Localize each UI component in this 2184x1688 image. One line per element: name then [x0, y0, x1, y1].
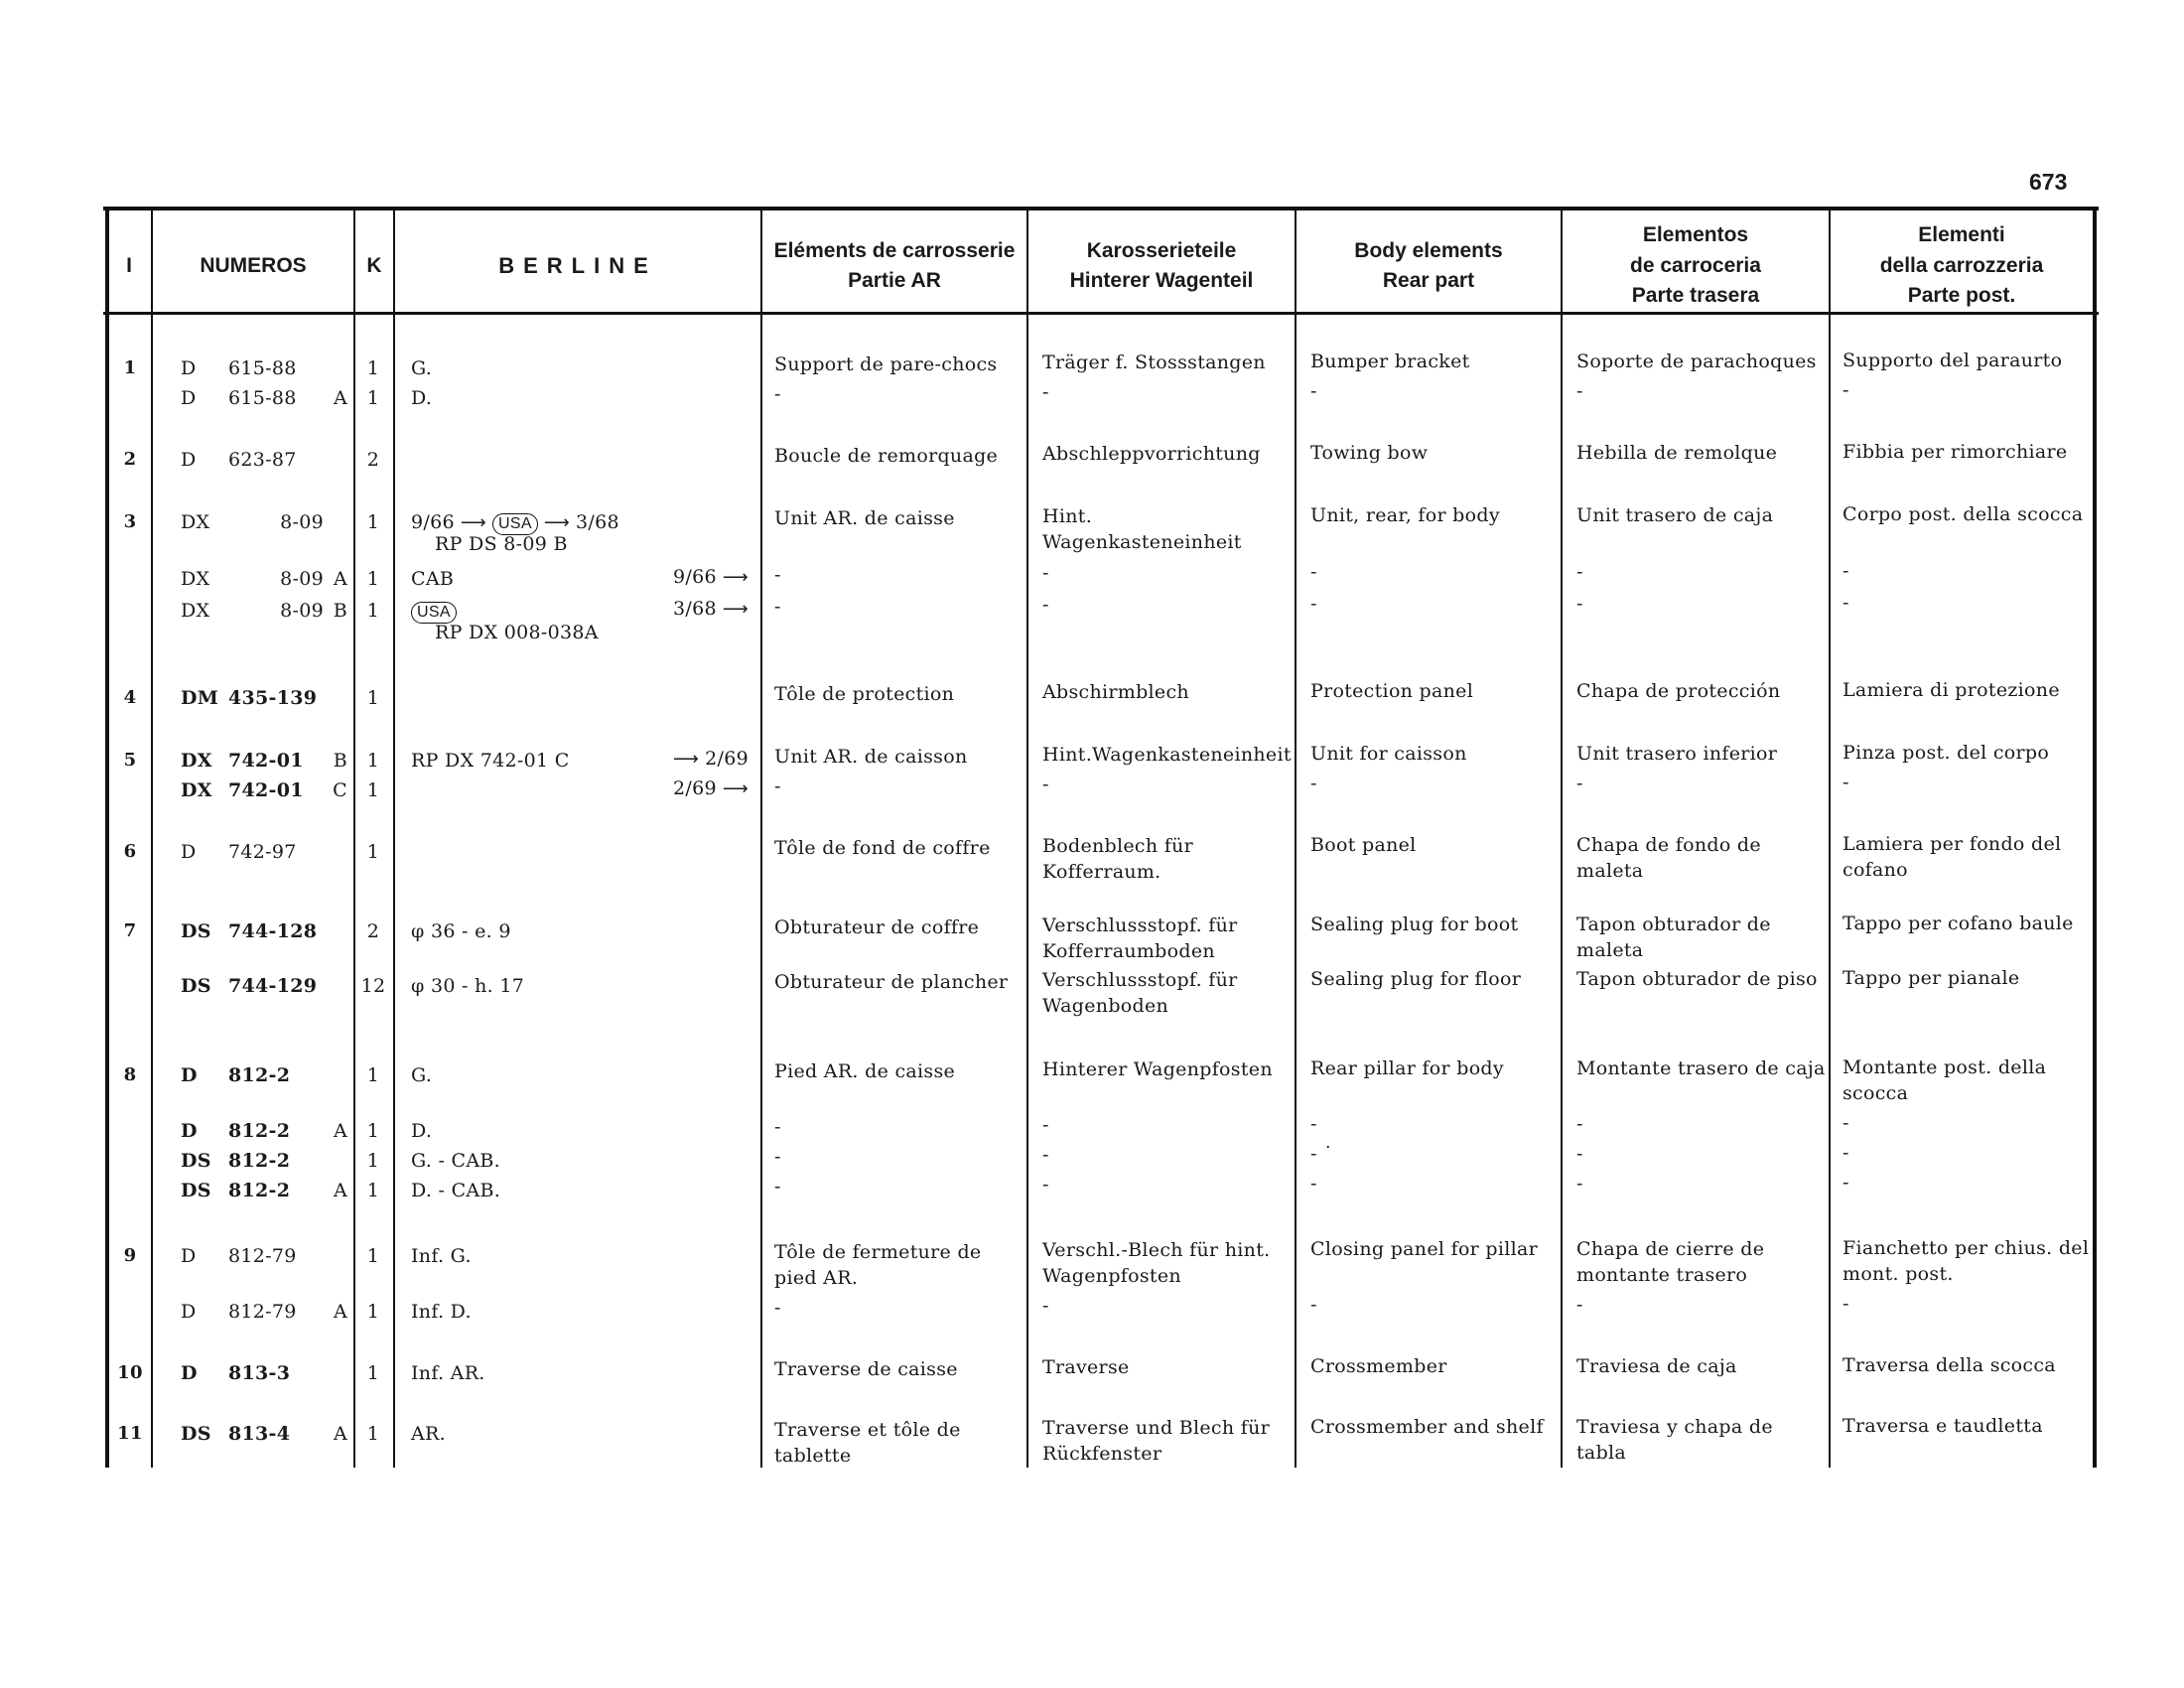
description-es: Chapa de cierre de montante trasero [1576, 1238, 1765, 1286]
description-de: - [1042, 1174, 1049, 1196]
berline-spec [411, 918, 758, 944]
part-number: 742-01 [228, 750, 304, 772]
description-es: Chapa de fondo de maleta [1576, 834, 1761, 882]
description-fr: Obturateur de plancher [774, 971, 1009, 993]
description-es: Soporte de parachoques [1576, 351, 1817, 372]
table-left-rule [105, 207, 109, 1468]
description-es: Unit trasero de caja [1576, 504, 1774, 526]
berline-text: G. - CAB. [411, 1150, 500, 1172]
quantity: 1 [366, 1301, 380, 1323]
replacement-ref: RP DX 008-038A [435, 622, 599, 643]
header-english: Body elements Rear part [1354, 238, 1503, 292]
description-fr: Obturateur de coffre [774, 916, 980, 938]
quantity: 1 [366, 750, 380, 772]
berline-text: RP DX 742-01 C [411, 750, 570, 772]
part-prefix: DX [181, 568, 210, 590]
part-suffix: A [333, 387, 347, 409]
description-de: Bodenblech für Kofferraum. [1042, 835, 1193, 883]
part-number: 615-88 [228, 357, 297, 379]
description-it: Corpo post. della scocca [1843, 503, 2084, 525]
part-prefix: D [181, 1064, 198, 1086]
quantity: 1 [366, 568, 380, 590]
berline-spec [411, 1360, 758, 1386]
group-number: 8 [123, 1064, 137, 1085]
arrow-icon: ⟶ [672, 749, 706, 770]
quantity: 1 [366, 1150, 380, 1172]
header-german: Karosserieteile Hinterer Wagenteil [1069, 238, 1254, 292]
berline-spec [411, 1299, 758, 1325]
description-en: Unit for caisson [1310, 743, 1467, 765]
description-it: - [1843, 772, 1849, 793]
date-text: 3/68 [672, 598, 717, 620]
description-de: Hint.Wagenkasteneinheit [1042, 744, 1292, 766]
description-it: Pinza post. del corpo [1843, 742, 2050, 764]
description-de: Verschlussstopf. für Wagenboden [1042, 969, 1238, 1017]
part-number: 812-2 [228, 1120, 291, 1142]
part-number: 813-4 [228, 1423, 291, 1445]
berline-spec [411, 973, 758, 999]
description-fr: Tôle de protection [774, 683, 955, 705]
part-prefix: DX [181, 779, 212, 801]
description-de: Traverse [1042, 1356, 1130, 1378]
quantity: 2 [366, 920, 380, 942]
berline-spec [411, 1062, 758, 1088]
part-prefix: D [181, 1301, 197, 1323]
description-de: Abschirmblech [1042, 681, 1189, 703]
description-fr: - [774, 1297, 781, 1319]
description-fr: - [774, 1146, 781, 1168]
part-prefix: DX [181, 750, 212, 772]
description-fr: Boucle de remorquage [774, 445, 999, 467]
description-de: - [1042, 381, 1049, 403]
description-es: - [1576, 380, 1583, 402]
group-number: 3 [123, 511, 137, 532]
description-de: - [1042, 594, 1049, 616]
description-es: Chapa de protección [1576, 680, 1781, 702]
quantity: 1 [366, 779, 380, 801]
berline-text: D. [411, 387, 433, 409]
berline-text: φ 36 - e. 9 [411, 920, 511, 942]
part-suffix: A [333, 1120, 347, 1142]
date-arrow [600, 596, 749, 623]
description-en: - [1310, 561, 1317, 583]
berline-text: D. [411, 1120, 433, 1142]
description-fr: - [774, 1176, 781, 1197]
arrow-icon: ⟶ [537, 512, 576, 533]
berline-text: Inf. G. [411, 1245, 472, 1267]
description-it: - [1843, 1293, 1849, 1315]
description-fr: - [774, 564, 781, 586]
part-number: 8-09 [280, 568, 324, 590]
part-number: 742-97 [228, 841, 297, 863]
quantity: 1 [366, 1423, 380, 1445]
arrow-icon: ⟶ [716, 599, 749, 620]
description-fr: Pied AR. de caisse [774, 1060, 956, 1082]
description-es: Unit trasero inferior [1576, 743, 1778, 765]
date-text: 9/66 [672, 566, 717, 588]
part-number: 615-88 [228, 387, 297, 409]
usa-badge: USA [411, 602, 457, 624]
part-prefix: D [181, 387, 197, 409]
column-rule [1026, 207, 1028, 1468]
group-number: 6 [123, 841, 137, 862]
description-it: - [1843, 1172, 1849, 1194]
part-prefix: DX [181, 511, 210, 533]
part-number: 812-2 [228, 1150, 291, 1172]
description-es: - [1576, 593, 1583, 615]
description-it: - [1843, 1112, 1849, 1134]
description-fr: Tôle de fermeture de pied AR. [774, 1241, 982, 1289]
replacement-ref: RP DS 8-09 B [435, 533, 568, 555]
arrow-icon: ⟶ [716, 567, 749, 588]
quantity: 1 [366, 1245, 380, 1267]
part-suffix: C [333, 779, 347, 801]
description-de: Verschl.-Blech für hint. Wagenpfosten [1042, 1239, 1271, 1287]
description-es: - [1576, 1294, 1583, 1316]
date-from: 9/66 [411, 511, 455, 533]
group-number: 7 [123, 920, 137, 941]
part-number: 435-139 [228, 687, 318, 709]
berline-text: AR. [411, 1423, 446, 1445]
part-prefix: DM [181, 687, 219, 709]
group-number: 10 [117, 1362, 143, 1383]
berline-spec [411, 355, 758, 381]
description-it: - [1843, 560, 1849, 582]
description-en: Sealing plug for boot [1310, 914, 1519, 935]
header-italian: Elementi della carrozzeria Parte post. [1879, 223, 2044, 308]
quantity: 1 [366, 511, 380, 533]
part-prefix: DS [181, 975, 211, 997]
description-fr: Traverse et tôle de tablette [774, 1419, 961, 1467]
description-fr: - [774, 596, 781, 618]
column-rule [1295, 207, 1297, 1468]
description-en: - [1310, 1173, 1317, 1195]
group-number: 4 [123, 687, 137, 708]
header-numeros: NUMEROS [200, 253, 307, 277]
description-it: Lamiera di protezione [1843, 679, 2060, 701]
description-fr: Support de pare-chocs [774, 353, 998, 375]
part-prefix: DS [181, 1180, 211, 1201]
description-fr: Tôle de fond de coffre [774, 837, 991, 859]
description-es: Traviesa de caja [1576, 1355, 1737, 1377]
description-en: Sealing plug for floor [1310, 968, 1522, 990]
part-prefix: DS [181, 1423, 211, 1445]
description-de: - [1042, 1295, 1049, 1317]
description-en: - [1310, 593, 1317, 615]
arrow-icon: ⟶ [716, 778, 749, 799]
header-index: I [126, 253, 132, 277]
berline-text: G. [411, 357, 433, 379]
description-it: Lamiera per fondo del cofano [1843, 833, 2062, 881]
description-es: Tapon obturador de maleta [1576, 914, 1771, 961]
part-number: 744-129 [228, 975, 318, 997]
description-es: Tapon obturador de piso [1576, 968, 1818, 990]
description-es: - [1576, 1143, 1583, 1165]
description-de: Hint. Wagenkasteneinheit [1042, 505, 1242, 553]
description-es: Hebilla de remolque [1576, 442, 1778, 464]
berline-spec [411, 1421, 758, 1447]
quantity: 1 [366, 1120, 380, 1142]
part-number: 813-3 [228, 1362, 291, 1384]
part-prefix: D [181, 841, 197, 863]
part-prefix: D [181, 357, 197, 379]
quantity: 1 [366, 387, 380, 409]
description-en: Rear pillar for body [1310, 1057, 1504, 1079]
description-en: - [1310, 1294, 1317, 1316]
quantity: 1 [366, 1064, 380, 1086]
berline-text: D. - CAB. [411, 1180, 501, 1201]
quantity: 1 [366, 1180, 380, 1201]
description-de: - [1042, 1114, 1049, 1136]
description-de: - [1042, 1144, 1049, 1166]
description-fr: Traverse de caisse [774, 1358, 958, 1380]
page-number: 673 [2029, 169, 2068, 195]
description-fr: Unit AR. de caisson [774, 746, 968, 768]
part-number: 744-128 [228, 920, 318, 942]
description-en: Crossmember [1310, 1355, 1447, 1377]
berline-text: G. [411, 1064, 433, 1086]
column-rule [760, 207, 762, 1468]
quantity: 1 [366, 357, 380, 379]
description-it: - [1843, 1142, 1849, 1164]
description-it: - [1843, 379, 1849, 401]
part-suffix: A [333, 568, 347, 590]
description-fr: - [774, 383, 781, 405]
part-prefix: D [181, 1120, 198, 1142]
description-en: Crossmember and shelf [1310, 1416, 1544, 1438]
description-en: Protection panel [1310, 680, 1474, 702]
description-en: Towing bow [1310, 442, 1429, 464]
description-es: - [1576, 1173, 1583, 1195]
description-it: Montante post. della scocca [1843, 1056, 2047, 1104]
description-de: Abschleppvorrichtung [1042, 443, 1261, 465]
berline-spec [411, 1148, 758, 1174]
description-it: Supporto del paraurto [1843, 350, 2063, 371]
quantity: 1 [366, 600, 380, 622]
date-text: 2/69 [705, 748, 749, 770]
part-number: 742-01 [228, 779, 304, 801]
group-number: 11 [117, 1423, 143, 1444]
part-prefix: DX [181, 600, 210, 622]
description-de: - [1042, 562, 1049, 584]
group-number: 2 [123, 449, 137, 470]
quantity: 12 [360, 975, 386, 997]
berline-text: CAB [411, 568, 455, 590]
description-en: - [1310, 773, 1317, 794]
berline-spec [411, 1178, 758, 1203]
part-number: 8-09 [280, 600, 324, 622]
part-suffix: A [333, 1301, 347, 1323]
berline-spec [411, 1118, 758, 1144]
description-it: Tappo per cofano baule [1843, 913, 2074, 934]
arrow-icon: ⟶ [454, 512, 493, 533]
description-it: Fianchetto per chius. del mont. post. [1843, 1237, 2090, 1285]
part-prefix: D [181, 449, 197, 471]
quantity: 1 [366, 841, 380, 863]
description-de: Traverse und Blech für Rückfenster [1042, 1417, 1271, 1465]
description-en: Closing panel for pillar [1310, 1238, 1539, 1260]
description-de: Träger f. Stossstangen [1042, 352, 1266, 373]
description-es: Montante trasero de caja [1576, 1057, 1826, 1079]
part-suffix: B [333, 750, 347, 772]
description-it: Fibbia per rimorchiare [1843, 441, 2068, 463]
group-number: 5 [123, 750, 137, 771]
berline-spec [411, 1243, 758, 1269]
header-berline: BERLINE [498, 253, 657, 279]
group-number: 9 [123, 1245, 137, 1266]
description-fr: Unit AR. de caisse [774, 507, 955, 529]
berline-text: Inf. D. [411, 1301, 472, 1323]
header-french: Eléments de carrosserie Partie AR [773, 238, 1016, 292]
part-number: 8-09 [280, 511, 324, 533]
part-suffix: B [333, 600, 347, 622]
description-en: - [1310, 380, 1317, 402]
description-fr: - [774, 1116, 781, 1138]
date-arrow [600, 564, 749, 591]
date-arrow [600, 746, 749, 773]
column-rule [1561, 207, 1563, 1468]
table-top-rule [103, 207, 2099, 211]
date-arrow [600, 775, 749, 802]
description-es: - [1576, 1113, 1583, 1135]
description-de: - [1042, 774, 1049, 795]
header-k: K [366, 253, 382, 277]
berline-spec [411, 385, 758, 411]
berline-text: φ 30 - h. 17 [411, 975, 525, 997]
description-en: Boot panel [1310, 834, 1417, 856]
description-de: Verschlussstopf. für Kofferraumboden [1042, 914, 1238, 962]
usa-badge: USA [492, 513, 538, 535]
description-de: Hinterer Wagenpfosten [1042, 1058, 1273, 1080]
description-it: - [1843, 592, 1849, 614]
column-rule [1829, 207, 1831, 1468]
description-en: Bumper bracket [1310, 351, 1470, 372]
header-spanish: Elementos de carroceria Parte trasera [1630, 223, 1761, 308]
part-prefix: DS [181, 1150, 211, 1172]
quantity: 1 [366, 687, 380, 709]
description-it: Traversa e taudletta [1843, 1415, 2043, 1437]
quantity: 2 [366, 449, 380, 471]
date-text: 2/69 [672, 777, 717, 799]
description-it: Tappo per pianale [1843, 967, 2020, 989]
berline-text: Inf. AR. [411, 1362, 485, 1384]
quantity: 1 [366, 1362, 380, 1384]
table-right-rule [2093, 207, 2097, 1468]
part-number: 812-79 [228, 1245, 297, 1267]
description-en: - ˙ [1310, 1143, 1333, 1165]
parts-catalog-table [103, 207, 2099, 1468]
date-to: 3/68 [576, 511, 619, 533]
part-prefix: D [181, 1245, 197, 1267]
part-prefix: D [181, 1362, 198, 1384]
description-it: Traversa della scocca [1843, 1354, 2056, 1376]
part-number: 623-87 [228, 449, 297, 471]
description-fr: - [774, 775, 781, 797]
description-es: - [1576, 561, 1583, 583]
description-en: Unit, rear, for body [1310, 504, 1500, 526]
part-suffix: A [333, 1180, 347, 1201]
description-es: - [1576, 773, 1583, 794]
description-es: Traviesa y chapa de tabla [1576, 1416, 1773, 1464]
part-number: 812-2 [228, 1064, 291, 1086]
part-number: 812-79 [228, 1301, 297, 1323]
part-number: 812-2 [228, 1180, 291, 1201]
column-rule [151, 207, 153, 1468]
part-suffix: A [333, 1423, 347, 1445]
group-number: 1 [123, 357, 137, 378]
part-prefix: DS [181, 920, 211, 942]
description-en: - [1310, 1113, 1317, 1135]
column-rule [393, 207, 395, 1468]
